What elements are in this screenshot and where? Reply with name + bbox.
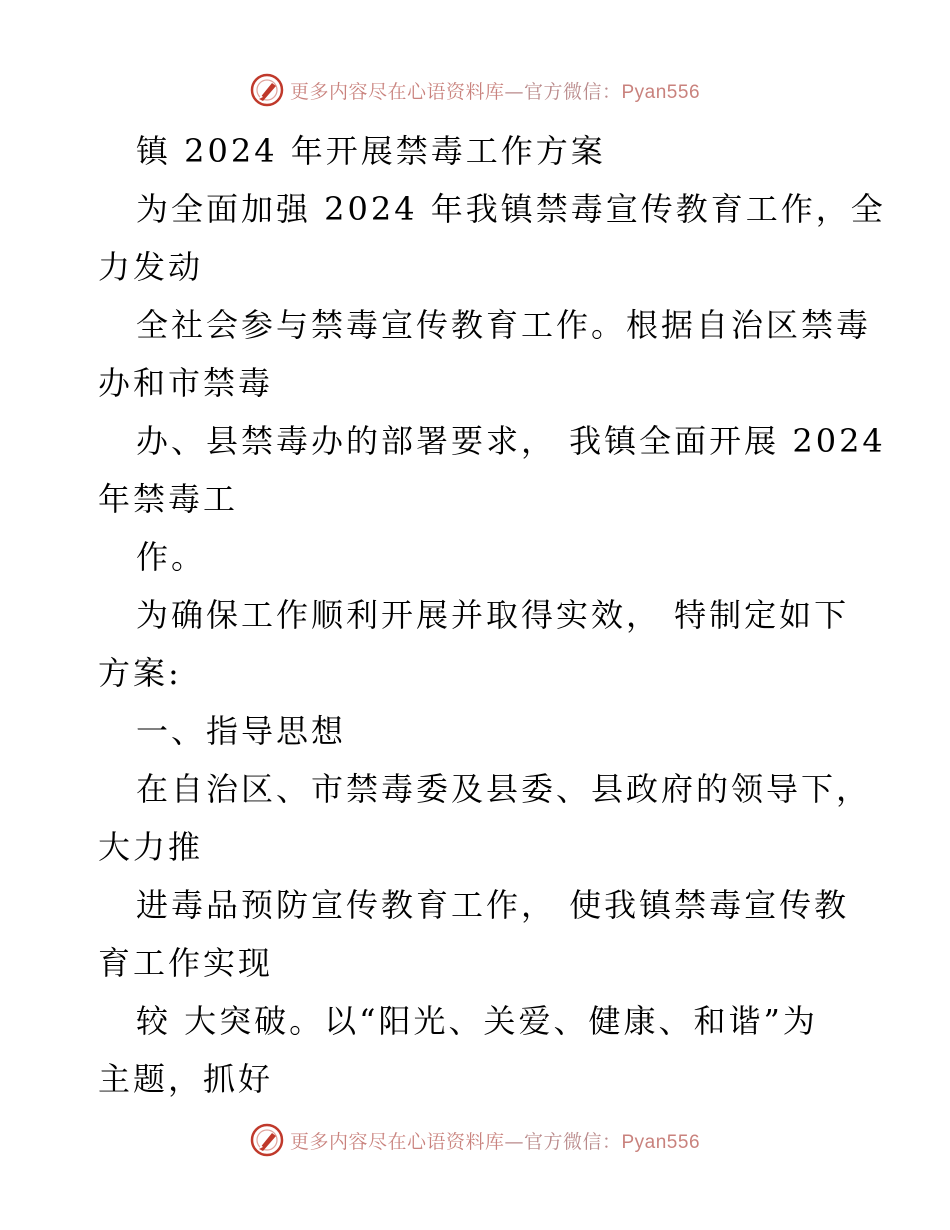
- text-line: 大力推: [98, 828, 204, 866]
- text-line: 较 大突破。以“阳光、关爱、健康、和谐”为: [136, 1002, 818, 1040]
- watermark-site-text: 更多内容尽在心语资料库: [289, 1130, 505, 1153]
- watermark-site-text: 更多内容尽在心语资料库: [289, 80, 505, 103]
- watermark-header: [0, 73, 950, 107]
- text-line: 主题，抓好: [98, 1060, 274, 1098]
- text-line: 年禁毒工: [98, 480, 239, 518]
- text-line: 力发动: [98, 248, 204, 286]
- text-line: 作。: [136, 538, 207, 576]
- watermark-account: Pyan556: [621, 1131, 701, 1153]
- pen-nib-logo-icon: [250, 73, 284, 107]
- text-line: 在自治区、市禁毒委及县委、县政府的领导下，: [136, 770, 872, 808]
- text-line: 办和市禁毒: [98, 364, 274, 402]
- watermark-dash: —: [504, 1130, 524, 1153]
- text-line: 镇 2024 年开展禁毒工作方案: [136, 132, 606, 170]
- text-line: 一、指导思想: [136, 712, 347, 750]
- watermark-footer: [0, 1123, 950, 1157]
- watermark-dash: —: [504, 80, 524, 103]
- watermark-account: Pyan556: [621, 81, 701, 103]
- watermark-tail-text: 官方微信：: [523, 80, 622, 103]
- pen-nib-logo-icon: [250, 1123, 284, 1157]
- text-line: 全社会参与禁毒宣传教育工作。根据自治区禁毒: [136, 306, 872, 344]
- watermark-text: [290, 1127, 700, 1154]
- watermark-tail-text: 官方微信：: [523, 1130, 622, 1153]
- text-line: 方案:: [98, 654, 182, 692]
- text-line: 育工作实现: [98, 944, 274, 982]
- document-body: [98, 122, 886, 1108]
- text-line: 为确保工作顺利开展并取得实效， 特制定如下: [136, 596, 850, 634]
- text-line: 办、县禁毒办的部署要求， 我镇全面开展 2024: [136, 422, 886, 460]
- watermark-text: [290, 77, 700, 104]
- text-line: 为全面加强 2024 年我镇禁毒宣传教育工作，全: [136, 190, 886, 228]
- text-line: 进毒品预防宣传教育工作， 使我镇禁毒宣传教: [136, 886, 850, 924]
